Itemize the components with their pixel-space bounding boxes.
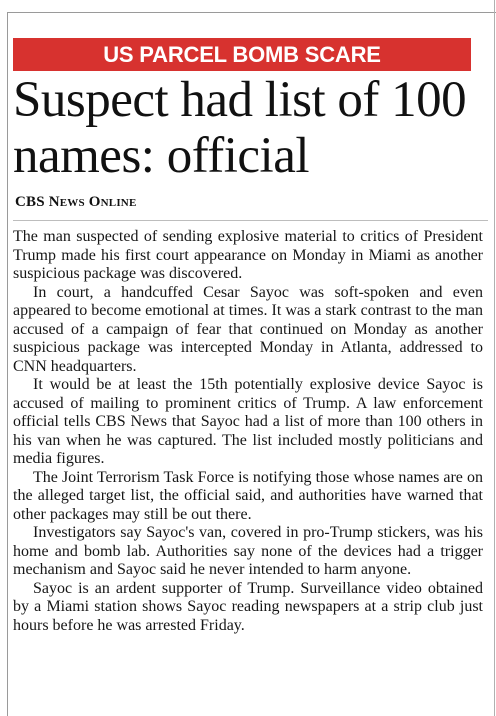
top-border-rule (7, 12, 496, 13)
right-border-rule (494, 0, 495, 716)
section-kicker-banner: US PARCEL BOMB SCARE (13, 38, 471, 71)
byline-divider (13, 220, 488, 221)
left-border-rule (7, 12, 8, 716)
article-paragraph-4: The Joint Terrorism Task Force is notifying those whose names are on the alleged target list, the official said, and authorities have warned that other packages may still be out there. (13, 468, 483, 523)
article-paragraph-2: In court, a handcuffed Cesar Sayoc was soft-spoken and even appeared to become emotional at times. It was a stark contrast to the man accused of a campaign of fear that continued on Monday as another suspicious package was intercepted Monday in Atlanta, addressed to CNN headquarters. (13, 283, 483, 375)
article-paragraph-1: The man suspected of sending explosive material to critics of President Trump made his first court appearance on Monday in Miami as another suspicious package was discovered. (13, 228, 483, 282)
article-headline: Suspect had list of 100 names: official (13, 72, 467, 184)
article-body (13, 228, 483, 635)
article-paragraph-6: Sayoc is an ardent supporter of Trump. Surveillance video obtained by a Miami station shows Sayoc reading newspapers at a strip club just hours before he was arrested Friday. (13, 579, 483, 634)
article-paragraph-3: It would be at least the 15th potentially explosive device Sayoc is accused of mailing to prominent critics of Trump. A law enforcement official tells CBS News that Sayoc had a list of more than 100 others in his van when he was captured. The list included mostly politicians and media figures. (13, 376, 483, 467)
article-paragraph-5: Investigators say Sayoc's van, covered in pro-Trump stickers, was his home and bomb lab. Authorities say none of the devices had a trigger mechanism and Sayoc said he never intended to harm anyone. (13, 524, 483, 578)
article-byline: CBS News Online (15, 194, 137, 210)
